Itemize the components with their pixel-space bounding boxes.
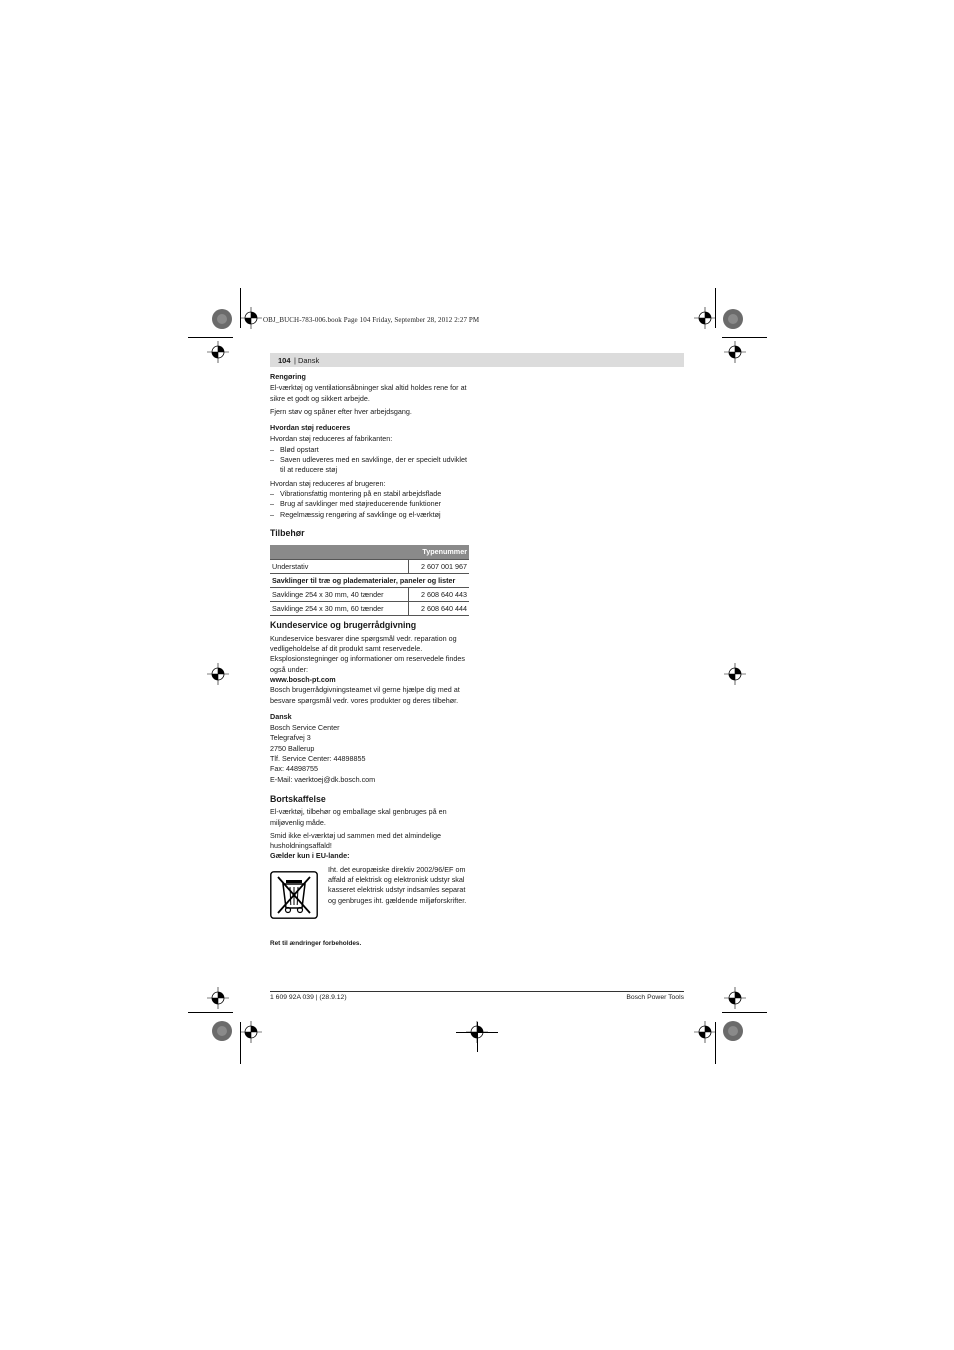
list-item: – Regelmæssig rengøring af savklinge og el-værktøj	[270, 510, 470, 520]
crop-mark	[722, 337, 767, 338]
table-row	[270, 602, 469, 616]
page-header-bar	[270, 353, 684, 367]
accessories-heading: Tilbehør	[270, 527, 305, 538]
color-control-circle-icon	[211, 308, 233, 330]
address-line: Fax: 44898755	[270, 764, 318, 774]
footer-brand: Bosch Power Tools	[626, 994, 684, 1001]
table-cell: Savklinge 254 x 30 mm, 40 tænder	[270, 588, 409, 602]
registration-target-icon	[207, 341, 229, 363]
table-cell: Understativ	[270, 560, 409, 574]
address-email[interactable]: E-Mail: vaerktoej@dk.bosch.com	[270, 774, 376, 784]
list-item: – Saven udleveres med en savklinge, der er specielt udviklet til at reducere støj	[270, 455, 470, 476]
table-header-typenumber: Typenummer	[409, 545, 469, 560]
service-p1: Kundeservice besvarer dine spørgsmål vedr. reparation og vedligeholdelse af dit produkt samt reservedele. Eksplosionstegninger og informationer om reservedele findes også under:	[270, 633, 465, 674]
address-line: 2750 Ballerup	[270, 743, 315, 753]
registration-target-icon	[207, 987, 229, 1009]
noise-heading: Hvordan støj reduceres	[270, 423, 351, 433]
page-number: 104	[278, 356, 291, 365]
changes-note: Ret til ændringer forbeholdes.	[270, 940, 362, 947]
table-cell: 2 608 640 444	[409, 602, 469, 616]
list-item: – Brug af savklinger med støjreducerende funktioner	[270, 499, 470, 509]
table-header-blank	[270, 545, 409, 560]
registration-target-icon	[694, 307, 716, 329]
registration-target-icon	[207, 663, 229, 685]
registration-target-icon	[724, 987, 746, 1009]
disposal-p2: Smid ikke el-værktøj ud sammen med det almindelige husholdningsaffald!	[270, 830, 441, 851]
disposal-p1: El-værktøj, tilbehør og emballage skal genbruges på en miljøvenlig måde.	[270, 807, 447, 827]
weee-crossed-bin-icon	[270, 871, 318, 919]
color-control-circle-icon	[722, 1020, 744, 1042]
disposal-eu-text: Iht. det europæiske direktiv 2002/96/EF om affald af elektrisk og elektronisk udstyr skal kasseret elektrisk udstyr indsamles separat og genbruges iht. gældende miljøforskrifter.	[328, 864, 467, 905]
maintenance-p2: Fjern støv og spåner efter hver arbejdsgang.	[270, 406, 412, 416]
accessories-table	[270, 545, 469, 616]
maintenance-heading: Rengøring	[270, 372, 306, 381]
service-country-heading: Dansk	[270, 711, 292, 721]
book-info-slug: OBJ_BUCH-783-006.book Page 104 Friday, September 28, 2012 2:27 PM	[263, 316, 480, 324]
disposal-eu-block	[270, 865, 470, 906]
table-cell: Savklinge 254 x 30 mm, 60 tænder	[270, 602, 409, 616]
registration-target-icon	[240, 307, 262, 329]
service-heading: Kundeservice og brugerrådgivning	[270, 620, 417, 631]
table-row	[270, 574, 469, 588]
crop-mark	[188, 337, 233, 338]
list-item: – Vibrationsfattig montering på en stabil arbejdsflade	[270, 489, 470, 499]
table-cell: 2 608 640 443	[409, 588, 469, 602]
address-line: Tlf. Service Center: 44898855	[270, 754, 366, 764]
noise-manufacturer-intro: Hvordan støj reduceres af fabrikanten:	[270, 434, 393, 444]
noise-user-intro: Hvordan støj reduceres af brugeren:	[270, 478, 386, 488]
page-section: | Dansk	[294, 356, 319, 365]
service-p2: Bosch brugerrådgivningsteamet vil gerne hjælpe dig med at besvare spørgsmål vedr. vores produkter og deres tilbehør.	[270, 685, 460, 705]
crop-mark	[477, 1022, 478, 1052]
color-control-circle-icon	[722, 308, 744, 330]
disposal-heading: Bortskaffelse	[270, 793, 326, 804]
table-cell: 2 607 001 967	[409, 560, 469, 574]
maintenance-p1: El-værktøj og ventilationsåbninger skal altid holdes rene for at sikre et godt og sikkert arbejde.	[270, 383, 467, 403]
address-line: Telegrafvej 3	[270, 733, 311, 743]
table-row	[270, 560, 469, 574]
registration-target-icon	[724, 663, 746, 685]
color-control-circle-icon	[211, 1020, 233, 1042]
registration-target-icon	[694, 1021, 716, 1043]
list-item: – Blød opstart	[270, 445, 470, 455]
service-url-link[interactable]: www.bosch-pt.com	[270, 674, 336, 684]
table-row	[270, 588, 469, 602]
main-column	[270, 372, 470, 906]
footer-doc-number: 1 609 92A 039 | (28.9.12)	[270, 994, 347, 1001]
registration-target-icon	[724, 341, 746, 363]
table-subheading: Savklinger til træ og pladematerialer, paneler og lister	[270, 574, 469, 588]
footer-rule	[270, 991, 684, 992]
crop-mark	[188, 1012, 233, 1013]
address-line: Bosch Service Center	[270, 723, 340, 733]
crop-mark	[456, 1032, 498, 1033]
disposal-eu-heading: Gælder kun i EU-lande:	[270, 851, 350, 861]
registration-target-icon	[240, 1021, 262, 1043]
crop-mark	[722, 1012, 767, 1013]
